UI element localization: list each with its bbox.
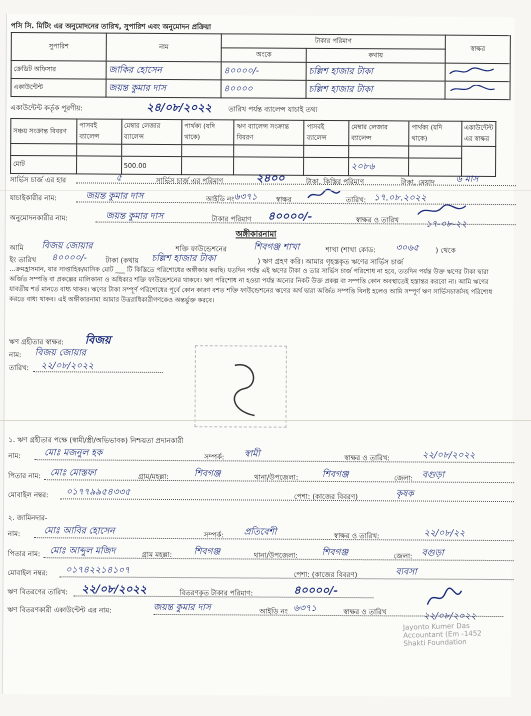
form-title: পসি সি. মিটিং এর অনুমোদনের তারিখ, সুপারিশ এবং অনুমোদন প্রক্রিয়া xyxy=(10,22,212,32)
approver-sign-date: ১৭-০৮-২২ xyxy=(425,219,467,230)
g2-rel-label: সম্পর্ক: xyxy=(203,531,224,540)
service-rate-value: ৫ xyxy=(115,173,122,184)
g1-village: শিবগঞ্জ xyxy=(194,469,221,480)
ledger-header: পার্থক্য (যদি থাকে) xyxy=(409,121,462,146)
disb-date-label: ঋণ বিতরণের তারিখ: xyxy=(7,588,68,597)
table-row xyxy=(11,156,496,177)
signature-cell xyxy=(445,81,510,99)
disb-sign-date: ২২/০৮/২০২২ xyxy=(423,611,477,622)
g2-father: মোঃ আব্দুল মজিদ xyxy=(49,546,116,557)
g2-father-label: পিতার নাম: xyxy=(7,550,41,559)
disb-sign-label: স্বাক্ষর ও তারিখ xyxy=(343,608,387,617)
ledger-header: পাসবই ব্যালেন্স xyxy=(304,120,349,145)
borrower-name: বিজয় জোয়ার xyxy=(41,241,93,252)
g1-occ: কৃষক xyxy=(396,489,414,500)
ledger-header: মেম্বার লেজার ব্যালেন্স xyxy=(121,119,181,144)
g1-village-label: গ্রাম/মহল্লা: xyxy=(138,472,169,482)
g1-rel: স্বামী xyxy=(244,449,261,460)
g1-father-label: পিতার নাম: xyxy=(8,472,41,481)
form-sheet xyxy=(2,14,515,697)
stamp-line1: Jayonto Kumer Das xyxy=(402,621,470,632)
g2-district-label: জেলা: xyxy=(393,552,413,561)
col-sign-header: স্বাক্ষর xyxy=(445,35,510,63)
disb-amount: ৪০০০০/- xyxy=(293,583,338,598)
approved-amount-label: টাকার পরিমাণ xyxy=(211,215,252,224)
recommendation-table xyxy=(10,32,510,100)
approver-signature xyxy=(416,203,468,219)
ledger-header: সঞ্চয় সংক্রান্ত বিবরণ xyxy=(11,119,77,144)
g1-mobile: ০১৭৭৯৯৫৪৩৩৫ xyxy=(66,487,131,498)
undertaking-l2b: টাকা (কথায় xyxy=(105,256,139,265)
undertaking-l1a: আমি xyxy=(9,244,24,253)
thumbprint-mark xyxy=(225,360,265,420)
name-cell: জাকির হোসেন xyxy=(106,61,221,80)
stamp-line3: Shakti Foundation xyxy=(403,637,467,648)
ledger-suffix: তারিখ পর্যন্ত ব্যালেন্স যাচাই তথ্য xyxy=(228,105,318,114)
g2-thana-label: থানা/উপজেলা: xyxy=(253,551,298,560)
loan-amount: ৪০০০০/- xyxy=(51,253,87,264)
ledger-header: পার্থক্য (যদি থাকে) xyxy=(182,120,235,145)
loan-amount-words: চল্লিশ হাজার টাকা xyxy=(151,253,216,265)
amount-num-cell: ৪০০০০ xyxy=(221,80,306,99)
verifier-label: যাচাইকারীর নাম: xyxy=(9,194,57,203)
term-value: ৬ মাস xyxy=(455,174,479,185)
g1-mobile-label: মোবাইল নম্বর: xyxy=(8,491,49,500)
verifier-name: জয়ন্ত কুমার দাস xyxy=(85,191,144,202)
g1-district-label: জেলা: xyxy=(394,474,413,483)
g2-occ: ব্যবসা xyxy=(395,567,417,578)
col-numeric-header: অংকে xyxy=(221,48,306,63)
undertaking-l1b: শক্তি ফাউন্ডেশনের xyxy=(175,245,227,254)
col-words-header: কথায় xyxy=(306,48,445,63)
borrower-date: ২২/০৮/২০২২ xyxy=(40,361,94,372)
g2-district: বগুড়া xyxy=(421,548,444,559)
undertaking-title: অঙ্গীকারনামা xyxy=(235,229,277,239)
g1-district: বগুড়া xyxy=(422,470,445,481)
g2-mobile-label: মোবাইল নম্বর: xyxy=(7,569,48,578)
g1-thana: শিবগঞ্জ xyxy=(322,469,349,481)
verifier-id-label: আইডি নং xyxy=(205,195,235,204)
ledger-header: মেম্বার লেজার ব্যালেন্স xyxy=(349,121,409,146)
col-name-header: নাম xyxy=(106,33,221,62)
g2-thana: শিবগঞ্জ xyxy=(321,547,349,559)
col-amount-header: টাকার পরিমাণ xyxy=(221,34,445,49)
g2-village-label: গ্রাম মহল্লা: xyxy=(141,550,173,560)
g2-village: শিবগঞ্জ xyxy=(193,547,221,558)
verifier-id: ৬৩৭১ xyxy=(233,192,258,203)
g2-occ-label: পেশা: (কাজের বিবরণ) xyxy=(293,570,358,580)
disb-amount-label: বিতরণকৃত টাকার পরিমাণ: xyxy=(179,589,254,598)
guarantor2-title: ২. জামিনদার- xyxy=(7,514,48,523)
role-cell: ক্রেডিট অফিসার xyxy=(11,61,106,80)
disb-acc-name: জয়ন্ত কুমার দাস xyxy=(153,602,211,614)
amount-words-cell: চল্লিশ হাজার টাকা xyxy=(306,62,445,81)
service-rate-label: সার্ভিস চার্জ এর হার xyxy=(9,176,66,185)
service-amount-label: সার্ভিস চার্জ এর পরিমাণ xyxy=(155,176,224,186)
signature-cell xyxy=(445,63,510,81)
table-row xyxy=(11,79,510,100)
approved-amount: ৪০০০০/- xyxy=(267,209,313,223)
borrower-name-2: বিজয় জোয়ার xyxy=(34,348,86,359)
stamp-line2: Accountant (Em -1452 xyxy=(403,629,482,640)
undertaking-l2c: ) ঋণ গ্রহণ করি। আমার গৃহস্তকৃত ঋণের সার্ভিস চার্জ xyxy=(257,257,404,267)
name-cell: জয়ন্ত কুমার দাস xyxy=(106,79,221,98)
amount-num-cell: ৪০০০০/- xyxy=(221,62,306,81)
g1-name-label: নাম: xyxy=(8,452,21,461)
g1-father: মোঃ মোস্তফা xyxy=(50,468,97,479)
disb-id-label: আইডি নং xyxy=(259,607,288,616)
branch-code-label: শাখা (শাখা কোড: xyxy=(325,245,376,255)
g2-sign-date: ২২/০৮/২২ xyxy=(423,528,466,539)
loan-ledger-balance: ২০৮৬ xyxy=(349,158,409,176)
undertaking-body: ...ক্রমহ্রাসমান, যার সাপ্তাহিক/মাসিক মোট ___ টি কিস্তিতে পরিশোধের অঙ্গীকার করছি। যতদিন পর্যন্ত এই ঋণের টাকা ও তার সার্ভিস চার্জ পরিশোধ না হবে, ততদিন পর্যন্ত উক্ত ঋণের টাকা দ্বারা অর্জিত সম্পত্তি বা প্রকল্পের মালিকানা ও অধিকার শক্তি ফাউন্ডেশনের থাকবে। ঋণ পরিশোধ না হওয়া পর্যন্ত অন্যের নিকট উক্ত প্রকল্প বা সম্পত্তি কোন অবস্থাতেই হস্তান্তর করবো না। আমি ঋণের যাবতীয় শর্ত মানতে বাধ্য থাকব। ঋণের টাকা সম্পূর্ণ পরিশোধের পূর্বে কোন কারণ বশত শক্তি ফাউন্ডেশনের ঋণের অর্থ দ্বারা অর্জিত সম্পত্তি বিনষ্ট হলেও আমি সম্পূর্ণ ঋণ সার্ভিসচার্জসহ পরিশোধ করতে বাধ্য থাকব। এই অঙ্গীকারনামা আমার উত্তরাধিকারীগণকেও অন্তর্ভুক্ত করবে। xyxy=(9,265,493,305)
borrower-signature: বিজয় xyxy=(84,333,111,347)
ledger-header: ঋণ ব্যালেন্স সংক্রান্ত বিবরণ xyxy=(234,120,304,145)
branch-name: শিবগঞ্জ শাখা xyxy=(253,242,300,253)
savings-ledger-balance: 500.00 xyxy=(121,156,181,174)
g1-name: মোঃ মজনুল হক xyxy=(44,448,103,459)
guarantor1-title: ১. ঋণ গ্রহীতার পক্ষে (স্বামী/স্ত্রী/অভিভাবক) নিশ্চয়তা প্রদানকারী xyxy=(8,436,184,446)
g1-occ-label: পেশা: (কাজের বিবরণ) xyxy=(294,492,358,502)
disb-signature xyxy=(423,587,463,609)
borrower-name-label: নাম: xyxy=(8,351,22,360)
g1-sign-label: স্বাক্ষর ও তারিখ: xyxy=(344,454,390,463)
borrower-sign-label: ঋণ গ্রহীতার স্বাক্ষর: xyxy=(8,338,64,347)
branch-code: ৩০৬৫ xyxy=(395,243,420,254)
disb-date: ২২/০৮/২০২২ xyxy=(81,582,147,596)
ledger-table xyxy=(10,118,496,177)
accountant-stamp xyxy=(403,622,482,648)
verifier-date-label: তারিখ: xyxy=(345,196,366,205)
g2-mobile: ০১৭৪২২১৪১০৭ xyxy=(65,565,130,576)
g2-name: মোঃ আবির হোসেন xyxy=(43,526,115,537)
verifier-date: ১৭.০৮.২০২২ xyxy=(373,193,427,204)
approver-label: অনুমোদনকারীর নাম: xyxy=(9,214,68,223)
g2-sign-label: স্বাক্ষর ও তারিখ: xyxy=(333,532,380,541)
ledger-header: একাউন্টেন্ট এর স্বাক্ষর xyxy=(461,121,495,146)
ledger-date: ২৪/০৮/২০২২ xyxy=(146,100,212,115)
signature-mark xyxy=(448,85,498,94)
g2-name-label: নাম: xyxy=(7,530,21,539)
installment-label: টাকা, কিস্তির পরিমাণ xyxy=(305,177,365,187)
role-cell: একাউন্টেন্ট xyxy=(11,79,106,98)
signature-mark xyxy=(448,67,498,76)
total-label: মোট xyxy=(11,156,77,174)
g1-sign-date: ২২/০৮/২০২২ xyxy=(422,450,476,461)
term-label: টাকা, মেয়াদ xyxy=(400,178,435,187)
ledger-header: পাসবই ব্যালেন্স xyxy=(77,119,122,144)
verifier-sign-label: স্বাক্ষর xyxy=(275,195,292,204)
col-role-header: সুপারিশ xyxy=(11,33,106,62)
approver-sign-date-label: স্বাক্ষর ও তারিখ xyxy=(355,216,399,225)
approver-name: জয়ন্ত কুমার দাস xyxy=(105,211,164,222)
g2-rel: প্রতিবেশী xyxy=(243,527,277,538)
amount-words-cell: চল্লিশ হাজার টাকা xyxy=(306,80,445,99)
undertaking-l2a: ইং তারিখ xyxy=(9,256,37,265)
undertaking-l1c: ) থেকে xyxy=(435,246,456,255)
g1-rel-label: সম্পর্ক: xyxy=(204,453,225,462)
borrower-date-label: তারিখ: xyxy=(8,364,29,373)
disb-id: ৬৩৭১ xyxy=(293,603,317,614)
service-amount-value: ২৪০০ xyxy=(255,171,285,185)
ledger-label: একাউন্টেন্ট কর্তৃক পূরণীয়: xyxy=(10,104,83,113)
g1-thana-label: থানা/উপজেলা: xyxy=(254,473,299,482)
disb-acc-label: ঋণ বিতরণকারী একাউন্টেন্ট এর নাম: xyxy=(7,606,112,615)
